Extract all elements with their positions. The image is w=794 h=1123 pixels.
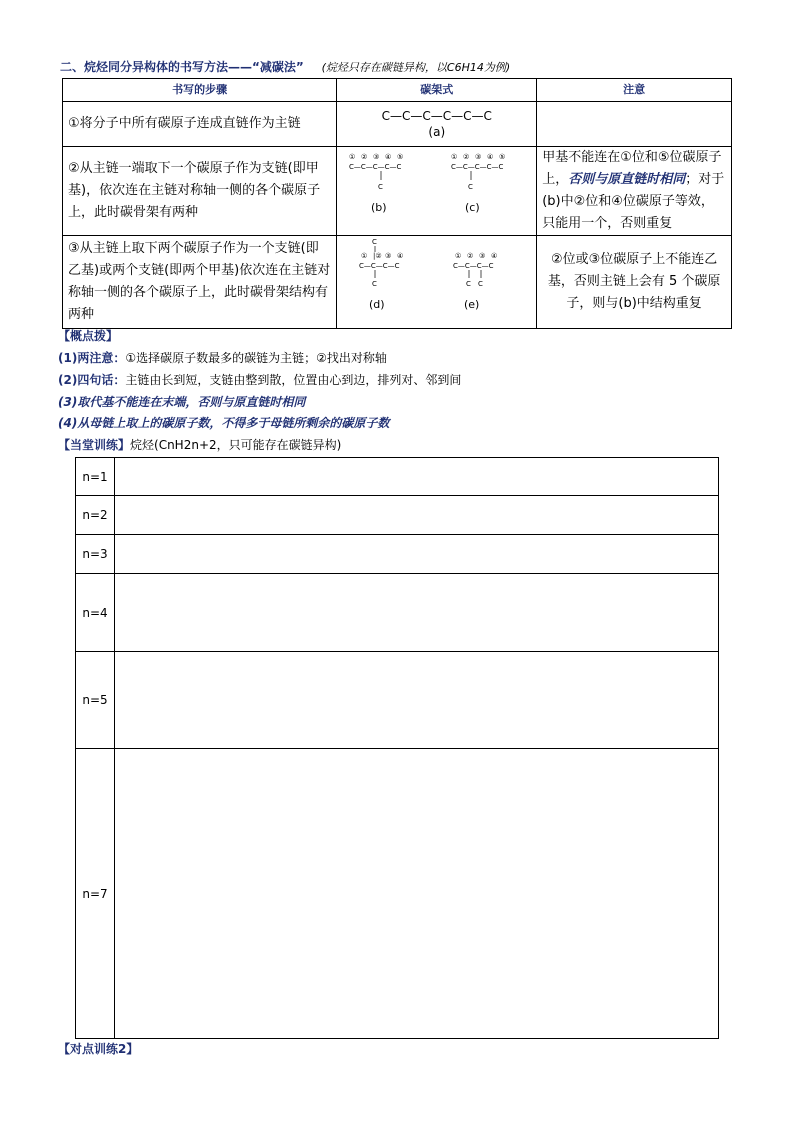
tip-2 <box>58 372 461 388</box>
svg-text:C—C—C—C: C—C—C—C <box>359 262 400 270</box>
structure-d <box>359 238 403 288</box>
label-d: (d) <box>369 298 385 311</box>
tips-title <box>58 328 118 344</box>
label-b: (b) <box>371 201 387 214</box>
tips-title-text: 【概点拨】 <box>58 329 119 343</box>
svg-text:③: ③ <box>479 252 486 260</box>
note-2-text: 甲基不能连在①位和⑤位碳原子上， <box>542 150 722 187</box>
table-row <box>63 102 732 147</box>
svg-text:④: ④ <box>385 153 392 161</box>
answer-cell-n7[interactable] <box>115 749 719 1039</box>
practice-intro: 烷烃(CnH2n+2，只可能存在碳链异构) <box>130 438 342 452</box>
label-c: (c) <box>465 201 480 214</box>
answer-cell-n1[interactable] <box>115 458 719 496</box>
skeleton-a <box>337 102 537 147</box>
svg-text:⑤: ⑤ <box>397 153 404 161</box>
section-title: 二、烷烃同分异构体的书写方法——“减碳法” <box>60 60 304 74</box>
method-table-header <box>63 79 732 102</box>
svg-text:①: ① <box>455 252 462 260</box>
svg-text:①: ① <box>361 252 368 260</box>
footer <box>58 1041 138 1057</box>
header-skeleton: 碳架式 <box>337 79 537 102</box>
row-label-n5: n=5 <box>76 652 115 749</box>
svg-text:C: C <box>378 183 384 191</box>
svg-text:C—C—C—C—C: C—C—C—C—C <box>349 163 402 171</box>
svg-text:①: ① <box>349 153 356 161</box>
svg-text:④: ④ <box>397 252 404 260</box>
skeleton-bc-diagram <box>339 147 534 227</box>
svg-text:C—C—C—C—C: C—C—C—C—C <box>451 163 504 171</box>
answer-cell-n4[interactable] <box>115 574 719 652</box>
method-table <box>62 78 732 329</box>
header-steps: 书写的步骤 <box>63 79 337 102</box>
svg-text:②: ② <box>463 153 470 161</box>
svg-text:②: ② <box>361 153 368 161</box>
note-3: ②位或③位碳原子上不能连乙基，否则主链上会有 5 个碳原子，则与(b)中结构重复 <box>537 236 732 329</box>
practice-title: 【当堂训练】 <box>58 438 131 452</box>
skeleton-de <box>337 236 537 329</box>
footer-text: 【对点训练2】 <box>58 1042 139 1056</box>
tip-2-tag: (2)四句话： <box>58 373 126 387</box>
svg-text:④: ④ <box>487 153 494 161</box>
tip-2-text: 主链由长到短，支链由整到散，位置由心到边，排列对、邻到间 <box>125 373 462 387</box>
table-row <box>76 458 719 496</box>
header-notes: 注意 <box>537 79 732 102</box>
table-row <box>76 652 719 749</box>
svg-text:④: ④ <box>491 252 498 260</box>
skeleton-a-chain: C—C—C—C—C—C <box>381 109 492 123</box>
svg-text:③: ③ <box>475 153 482 161</box>
table-row <box>63 147 732 236</box>
table-row <box>63 236 732 329</box>
label-e: (e) <box>464 298 480 311</box>
step-1: ①将分子中所有碳原子连成直链作为主链 <box>63 102 337 147</box>
tip-1-text: ①选择碳原子数最多的碳链为主链；②找出对称轴 <box>125 351 387 365</box>
section-note: (烷烃只存在碳链异构，以C6H14为例) <box>321 61 511 74</box>
svg-text:③: ③ <box>373 153 380 161</box>
row-label-n1: n=1 <box>76 458 115 496</box>
table-row <box>76 535 719 574</box>
tip-1 <box>58 350 387 366</box>
note-2-emphasis: 否则与原直链时相同 <box>568 172 686 187</box>
tip-3-tag: (3)取代基不能连在末端，否则与原直链时相同 <box>58 395 306 409</box>
svg-text:|②: |② <box>373 252 382 260</box>
answer-cell-n3[interactable] <box>115 535 719 574</box>
skeleton-de-diagram <box>339 236 534 320</box>
svg-text:③: ③ <box>385 252 392 260</box>
svg-text:C: C <box>468 183 474 191</box>
row-label-n2: n=2 <box>76 496 115 535</box>
tip-4 <box>58 415 389 431</box>
skeleton-bc <box>337 147 537 236</box>
practice-table <box>75 457 719 1039</box>
tip-4-tag: (4)从母链上取上的碳原子数，不得多于母链所剩余的碳原子数 <box>58 416 390 430</box>
svg-text:C: C <box>372 280 378 288</box>
svg-text:C: C <box>466 280 472 288</box>
svg-text:②: ② <box>467 252 474 260</box>
section-heading <box>60 58 510 75</box>
structure-c <box>451 153 505 191</box>
answer-cell-n2[interactable] <box>115 496 719 535</box>
structure-b <box>349 153 403 191</box>
table-row <box>76 496 719 535</box>
svg-text:①: ① <box>451 153 458 161</box>
tip-3 <box>58 394 305 410</box>
table-row <box>76 574 719 652</box>
svg-text:C: C <box>372 238 378 246</box>
svg-text:⑤: ⑤ <box>499 153 506 161</box>
row-label-n7: n=7 <box>76 749 115 1039</box>
answer-cell-n5[interactable] <box>115 652 719 749</box>
svg-text:C: C <box>478 280 484 288</box>
table-row <box>76 749 719 1039</box>
svg-text:C—C—C—C: C—C—C—C <box>453 262 494 270</box>
structure-e <box>453 252 497 288</box>
note-2-text-after: ；对于(b)中②位和④位碳原子等效，只能用一个，否则重复 <box>542 172 725 231</box>
note-2 <box>537 147 732 236</box>
row-label-n4: n=4 <box>76 574 115 652</box>
row-label-n3: n=3 <box>76 535 115 574</box>
step-2: ②从主链一端取下一个碳原子作为支链(即甲基)，依次连在主链对称轴一侧的各个碳原子上，此时碳骨架有两种 <box>63 147 337 236</box>
step-3: ③从主链上取下两个碳原子作为一个支链(即乙基)或两个支链(即两个甲基)依次连在主链对称轴一侧的各个碳原子上，此时碳骨架结构有两种 <box>63 236 337 329</box>
tip-1-tag: (1)两注意： <box>58 351 126 365</box>
skeleton-a-label: (a) <box>428 125 446 139</box>
practice-heading <box>58 437 341 453</box>
note-1 <box>537 102 732 147</box>
